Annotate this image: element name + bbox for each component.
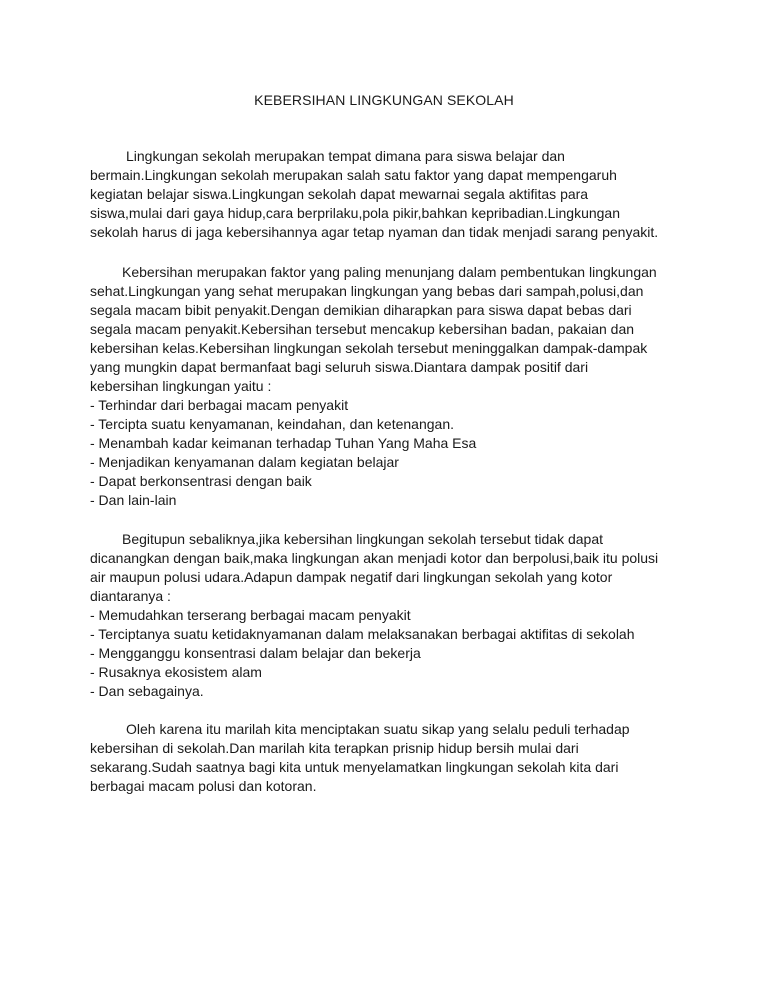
negative-impact-item: - Memudahkan terserang berbagai macam penyakit: [90, 607, 411, 623]
paragraph-4-line: Oleh karena itu marilah kita menciptakan suatu sikap yang selalu peduli terhadap: [126, 721, 630, 737]
paragraph-2-line: segala macam bibit penyakit.Dengan demikian diharapkan para siswa dapat bebas dari: [90, 302, 632, 318]
paragraph-3-line: dicanangkan dengan baik,maka lingkungan akan menjadi kotor dan berpolusi,baik itu polusi: [90, 550, 659, 566]
positive-impact-item: - Terhindar dari berbagai macam penyakit: [90, 397, 349, 413]
paragraph-1-line: sekolah harus di jaga kebersihannya agar tetap nyaman dan tidak menjadi sarang penyakit.: [90, 224, 659, 240]
paragraph-2-line: segala macam penyakit.Kebersihan tersebut mencakup kebersihan badan, pakaian dan: [90, 321, 635, 337]
paragraph-1-line: Lingkungan sekolah merupakan tempat dimana para siswa belajar dan: [126, 148, 565, 164]
positive-impact-item: - Menambah kadar keimanan terhadap Tuhan Yang Maha Esa: [90, 435, 477, 451]
paragraph-1-line: siswa,mulai dari gaya hidup,cara berprilaku,pola pikir,bahkan kepribadian.Lingkungan: [90, 205, 620, 221]
paragraph-2-line: kebersihan lingkungan yaitu :: [90, 378, 272, 394]
paragraph-3-line: air maupun polusi udara.Adapun dampak negatif dari lingkungan sekolah yang kotor: [90, 569, 613, 585]
negative-impact-item: - Rusaknya ekosistem alam: [90, 664, 262, 680]
document-title: KEBERSIHAN LINGKUNGAN SEKOLAH: [254, 92, 514, 108]
positive-impact-item: - Dapat berkonsentrasi dengan baik: [90, 473, 312, 489]
paragraph-4-line: berbagai macam polusi dan kotoran.: [90, 778, 317, 794]
paragraph-2-line: sehat.Lingkungan yang sehat merupakan lingkungan yang bebas dari sampah,polusi,dan: [90, 283, 644, 299]
paragraph-4-line: kebersihan di sekolah.Dan marilah kita terapkan prisnip hidup bersih mulai dari: [90, 740, 579, 756]
negative-impact-item: - Mengganggu konsentrasi dalam belajar dan bekerja: [90, 645, 421, 661]
positive-impact-item: - Dan lain-lain: [90, 492, 177, 508]
paragraph-1-line: kegiatan belajar siswa.Lingkungan sekolah dapat mewarnai segala aktifitas para: [90, 186, 589, 202]
paragraph-1-line: bermain.Lingkungan sekolah merupakan salah satu faktor yang dapat mempengaruh: [90, 167, 617, 183]
negative-impact-item: - Terciptanya suatu ketidaknyamanan dalam melaksanakan berbagai aktifitas di sekolah: [90, 626, 635, 642]
positive-impact-item: - Tercipta suatu kenyamanan, keindahan, dan ketenangan.: [90, 416, 454, 432]
paragraph-2-line: yang mungkin dapat bermanfaat bagi seluruh siswa.Diantara dampak positif dari: [90, 359, 589, 375]
paragraph-3-line: Begitupun sebaliknya,jika kebersihan lingkungan sekolah tersebut tidak dapat: [122, 531, 603, 547]
paragraph-2-line: kebersihan kelas.Kebersihan lingkungan sekolah tersebut meninggalkan dampak-dampak: [90, 340, 648, 356]
negative-impact-item: - Dan sebagainya.: [90, 683, 204, 699]
paragraph-2-line: Kebersihan merupakan faktor yang paling menunjang dalam pembentukan lingkungan: [122, 264, 657, 280]
paragraph-3-line: diantaranya :: [90, 588, 171, 604]
paragraph-4-line: sekarang.Sudah saatnya bagi kita untuk menyelamatkan lingkungan sekolah kita dari: [90, 759, 619, 775]
positive-impact-item: - Menjadikan kenyamanan dalam kegiatan belajar: [90, 454, 399, 470]
